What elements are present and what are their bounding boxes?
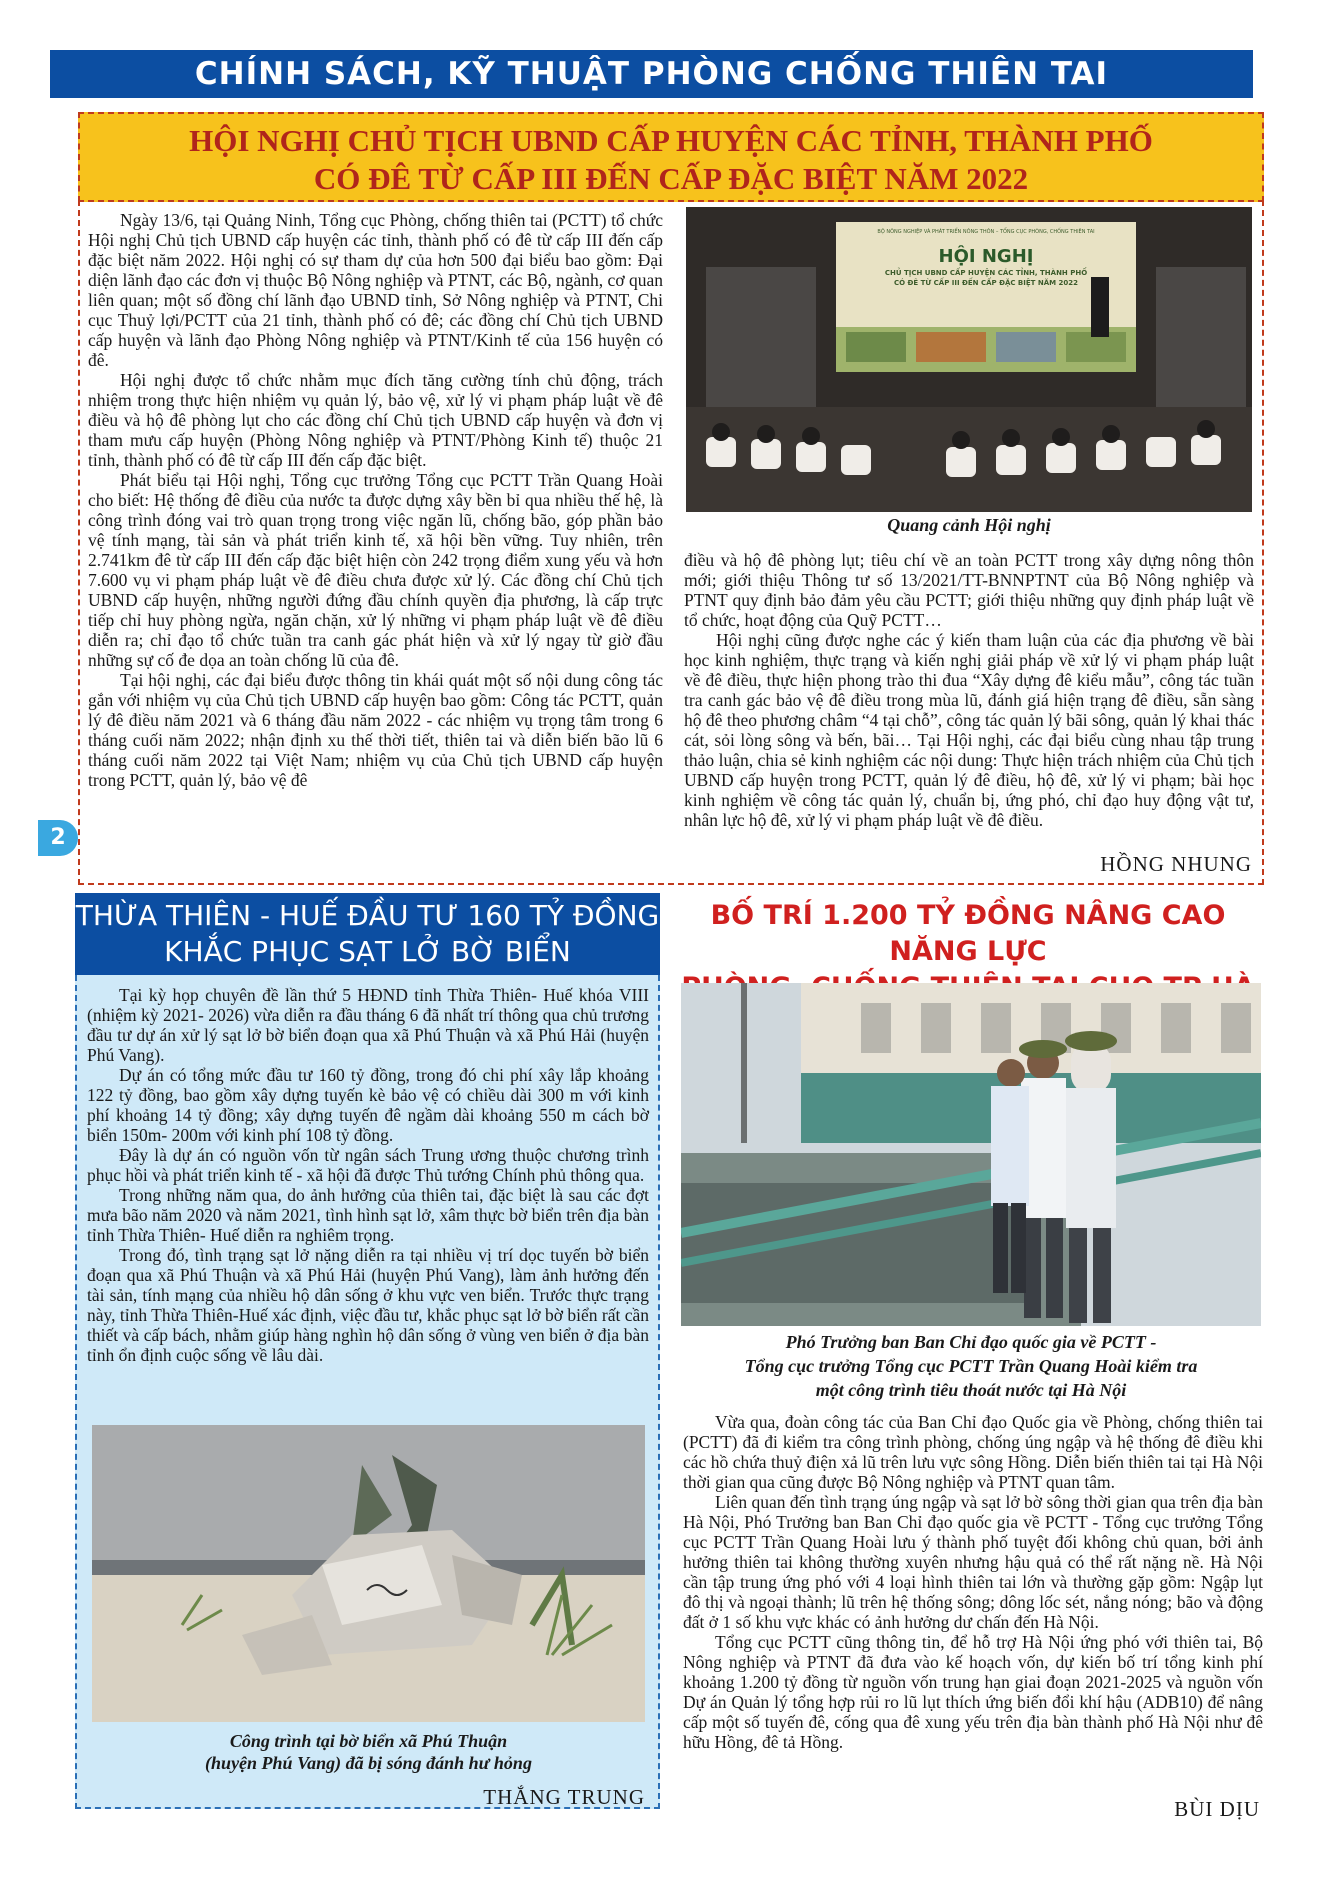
article3-body (683, 1412, 1263, 1752)
inspection-photo (681, 983, 1261, 1326)
article2-photo-caption-line2: (huyện Phú Vang) đã bị sóng đánh hư hỏng (205, 1753, 532, 1773)
article1-byline: HỒNG NHUNG (1100, 852, 1252, 876)
article1-title (78, 112, 1264, 202)
photo-banner-small: BỘ NÔNG NGHIỆP VÀ PHÁT TRIỂN NÔNG THÔN – TỔNG CỤC PHÒNG, CHỐNG THIÊN TAI (877, 229, 1095, 235)
article2-title-line2: KHẮC PHỤC SẠT LỞ BỜ BIỂN (164, 935, 571, 968)
article1-title-line2: CÓ ĐÊ TỪ CẤP III ĐẾN CẤP ĐẶC BIỆT NĂM 2022 (313, 161, 1029, 196)
article3-photo-caption (681, 1330, 1261, 1402)
article3-photo-caption-line2: Tổng cục trưởng Tổng cục PCTT Trần Quang Hoài kiểm tra (744, 1356, 1198, 1376)
inspection-photo-graphic (681, 983, 1261, 1326)
article2-paragraph: Trong những năm qua, do ảnh hưởng của thiên tai, đặc biệt là sau các đợt mưa bão năm 2020 và năm 2021, tình hình sạt lở, xâm thực bờ biển trên địa bàn tỉnh Thừa Thiên- Huế diễn ra nghiêm trọng. (87, 1185, 649, 1245)
article1-title-line1: HỘI NGHỊ CHỦ TỊCH UBND CẤP HUYỆN CÁC TỈNH, THÀNH PHỐ (189, 123, 1153, 158)
photo-banner-sub1: CHỦ TỊCH UBND CẤP HUYỆN CÁC TỈNH, THÀNH PHỐ (884, 269, 1088, 277)
article1-paragraph: Phát biểu tại Hội nghị, Tổng cục trưởng Tổng cục PCTT Trần Quang Hoài cho biết: Hệ thống đê điều của nước ta được dựng xây bền bỉ qua nhiều thế hệ, là công trình đóng vai trò quan trọng trong việc ngăn lũ, chống bão, góp phần bảo vệ tính mạng, tài sản và phát triển kinh tế, xã hội bền vững. Tuy nhiên, trên 2.741km đê từ cấp III đến cấp đặc biệt hiện còn 242 trọng điểm xung yếu và hơn 7.600 vụ vi phạm pháp luật về đê điều chưa được xử lý. Các đồng chí Chủ tịch UBND cấp huyện, những người đứng đầu chính quyền địa phương, là cấp trực tiếp chỉ huy phòng ngừa, ngăn chặn, xử lý những vi phạm pháp luật về đê điều diễn ra; chỉ đạo tổ chức tuần tra canh gác phát hiện và xử lý ngay từ giờ đầu những sự cố đe dọa an toàn chống lũ của đê. (88, 470, 663, 670)
article1-column1 (88, 210, 663, 790)
article3-photo-caption-line3: một công trình tiêu thoát nước tại Hà Nội (815, 1380, 1127, 1400)
article1-paragraph: Hội nghị được tổ chức nhằm mục đích tăng cường tính chủ động, trách nhiệm trong thực hiện nhiệm vụ quản lý, bảo vệ, xử lý vi phạm pháp luật về đê điều và hộ đê phòng lụt cho các đồng chí Chủ tịch UBND cấp huyện và đơn vị tham mưu cấp huyện (Phòng Nông nghiệp và PTNT/Phòng Kinh tế) thuộc 21 tỉnh, thành phố có đê từ cấp III đến cấp đặc biệt. (88, 370, 663, 470)
article3-paragraph: Tổng cục PCTT cũng thông tin, để hỗ trợ Hà Nội ứng phó với thiên tai, Bộ Nông nghiệp và PTNT đã đưa vào kế hoạch vốn, dự kiến bố trí tổng kinh phí khoảng 1.200 tỷ đồng từ nguồn vốn trung hạn giai đoạn 2021-2025 và nguồn vốn Dự án Quản lý tổng hợp rủi ro lũ lụt thích ứng biến đổi khí hậu (ADB10) để nâng cấp một số tuyến đê, cống qua đê xung yếu trên địa bàn thành phố Hà Nội như đê hữu Hồng, đê tả Hồng. (683, 1632, 1263, 1752)
article2-paragraph: Đây là dự án có nguồn vốn từ ngân sách Trung ương thuộc chương trình phục hồi và phát triển kinh tế - xã hội đã được Thủ tướng Chính phủ thông qua. (87, 1145, 649, 1185)
coastal-erosion-photo-graphic (92, 1425, 645, 1722)
article1-paragraph: Tại hội nghị, các đại biểu được thông tin khái quát một số nội dung công tác gắn với nhiệm vụ của Chủ tịch UBND cấp huyện bao gồm: Công tác PCTT, quản lý đê điều năm 2021 và 6 tháng đầu năm 2022 - các nhiệm vụ trọng tâm trong 6 tháng cuối năm 2022; nhận định xu thế thời tiết, thiên tai và diễn biến bão lũ 6 tháng cuối năm 2022 tại Việt Nam; nhiệm vụ của Chủ tịch UBND cấp huyện trong PCTT, quản lý, bảo vệ đê (88, 670, 663, 790)
article2-photo-caption-line1: Công trình tại bờ biển xã Phú Thuận (229, 1731, 508, 1751)
photo-banner-title: HỘI NGHỊ (938, 246, 1034, 267)
article3-title-line1: BỐ TRÍ 1.200 TỶ ĐỒNG NÂNG CAO NĂNG LỰC (710, 900, 1226, 967)
article3-photo-caption-line1: Phó Trưởng ban Ban Chỉ đạo quốc gia về PCTT - (785, 1332, 1157, 1352)
article3-paragraph: Liên quan đến tình trạng úng ngập và sạt lở bờ sông thời gian qua trên địa bàn Hà Nội, Phó Trưởng ban Ban Chỉ đạo quốc gia về PCTT - Tổng cục trưởng Tổng cục PCTT Trần Quang Hoài lưu ý thành phố tuyệt đối không chủ quan, bởi ảnh hưởng thiên tai không thường xuyên nhưng hậu quả có thể rất nặng nề. Hà Nội cần tập trung ứng phó với 4 loại hình thiên tai lớn và thường gặp gồm: Ngập lụt đô thị và ngoại thành; lũ trên hệ thống sông; dông lốc sét, nắng nóng; bão và động đất ở 1 số khu vực khác có ảnh hưởng dư chấn đến Hà Nội. (683, 1492, 1263, 1632)
article2-title-line1: THỪA THIÊN - HUẾ ĐẦU TƯ 160 TỶ ĐỒNG (75, 899, 660, 932)
coastal-erosion-photo (92, 1425, 645, 1722)
conference-photo (686, 207, 1252, 512)
article2-title (75, 893, 660, 975)
section-banner: CHÍNH SÁCH, KỸ THUẬT PHÒNG CHỐNG THIÊN TAI (50, 50, 1253, 98)
article2-paragraph: Dự án có tổng mức đầu tư 160 tỷ đồng, trong đó chi phí xây lắp khoảng 122 tỷ đồng, bao gồm xây dựng tuyến kè bảo vệ có chiều dài 300 m với kinh phí khoảng 14 tỷ đồng; xây dựng tuyến đê ngầm dài khoảng 550 m cách bờ biển 150m- 200m với kinh phí 108 tỷ đồng. (87, 1065, 649, 1145)
page-number: 2 (38, 820, 78, 856)
photo-banner-sub2: CÓ ĐÊ TỪ CẤP III ĐẾN CẤP ĐẶC BIỆT NĂM 2022 (893, 279, 1079, 287)
article1-paragraph: Ngày 13/6, tại Quảng Ninh, Tổng cục Phòng, chống thiên tai (PCTT) tổ chức Hội nghị Chủ tịch UBND cấp huyện các tỉnh, thành phố có đê từ cấp III đến cấp đặc biệt năm 2022. Hội nghị có sự tham dự của hơn 500 đại biểu bao gồm: Đại diện lãnh đạo các đơn vị thuộc Bộ Nông nghiệp và PTNT, các Bộ, ngành, cơ quan liên quan; một số đồng chí lãnh đạo UBND tỉnh, Sở Nông nghiệp và PTNT, Chi cục Thuỷ lợi/PCTT của 21 tỉnh, thành phố có đê; các đồng chí Chủ tịch UBND cấp huyện và lãnh đạo Phòng Nông nghiệp và PTNT/Kinh tế của 156 huyện có đê. (88, 210, 663, 370)
article2-paragraph: Trong đó, tình trạng sạt lở nặng diễn ra tại nhiều vị trí dọc tuyến bờ biển đoạn qua xã Phú Thuận và xã Phú Hải (huyện Phú Vang), làm ảnh hưởng đến tài sản, tính mạng của nhiều hộ dân sống ở khu vực ven biển. Trước thực trạng này, tỉnh Thừa Thiên-Huế xác định, việc đầu tư, khắc phục sạt lở bờ biển rất cần thiết và cấp bách, nhằm giúp hàng nghìn hộ dân sống ở vùng ven biển ở địa bàn tỉnh ổn định cuộc sống về lâu dài. (87, 1245, 649, 1365)
article1-column2 (684, 550, 1254, 830)
article1-paragraph: điều và hộ đê phòng lụt; tiêu chí về an toàn PCTT trong xây dựng nông thôn mới; giới thiệu Thông tư số 13/2021/TT-BNNPTNT của Bộ Nông nghiệp và PTNT quy định bảo đảm yêu cầu PCTT; giới thiệu những quy định pháp luật về tổ chức, hoạt động của Quỹ PCTT… (684, 550, 1254, 630)
article2-body (87, 985, 649, 1365)
article2-photo-caption (92, 1730, 645, 1774)
article3-paragraph: Vừa qua, đoàn công tác của Ban Chỉ đạo Quốc gia về Phòng, chống thiên tai (PCTT) đã đi kiểm tra công trình phòng, chống úng ngập và hệ thống đê điều khi các hồ chứa thuỷ điện xả lũ trên lưu vực sông Hồng. Diễn biến thiên tai tại Hà Nội thời gian qua cũng được Bộ Nông nghiệp và PTNT quan tâm. (683, 1412, 1263, 1492)
article2-paragraph: Tại kỳ họp chuyên đề lần thứ 5 HĐND tỉnh Thừa Thiên- Huế khóa VIII (nhiệm kỳ 2021- 2026) vừa diễn ra đầu tháng 6 đã nhất trí thông qua chủ trương đầu tư dự án xử lý sạt lở bờ biển đoạn qua xã Phú Thuận và xã Phú Hải (huyện Phú Vang). (87, 985, 649, 1065)
article1-photo-caption: Quang cảnh Hội nghị (887, 515, 1051, 535)
article1-paragraph: Hội nghị cũng được nghe các ý kiến tham luận của các địa phương về bài học kinh nghiệm, thực trạng và kiến nghị giải pháp về xử lý vi phạm pháp luật về đê điều, thực hiện phong trào thi đua “Xây dựng đê kiểu mẫu”, công tác tuần tra canh gác bảo vệ đê điều trong mùa lũ, đánh giá hiện trạng đê điều, sẵn sàng hộ đê theo phương châm “4 tại chỗ”, công tác quản lý bãi sông, quản lý khai thác cát, sỏi lòng sông và bến, bãi… Tại Hội nghị, các đại biểu cùng nhau tập trung thảo luận, chia sẻ kinh nghiệm các nội dung: Thực hiện trách nhiệm của Chủ tịch UBND cấp huyện trong PCTT, quản lý đê điều, hộ đê, xử lý vi phạm; bài học kinh nghiệm về công tác quản lý, chuẩn bị, ứng phó, chỉ đạo huy động vật tư, nhân lực hộ đê, xử lý vi phạm pháp luật về đê điều. (684, 630, 1254, 830)
article2-byline: THẮNG TRUNG (483, 1785, 645, 1809)
article3-byline: BÙI DỊU (1174, 1797, 1260, 1821)
